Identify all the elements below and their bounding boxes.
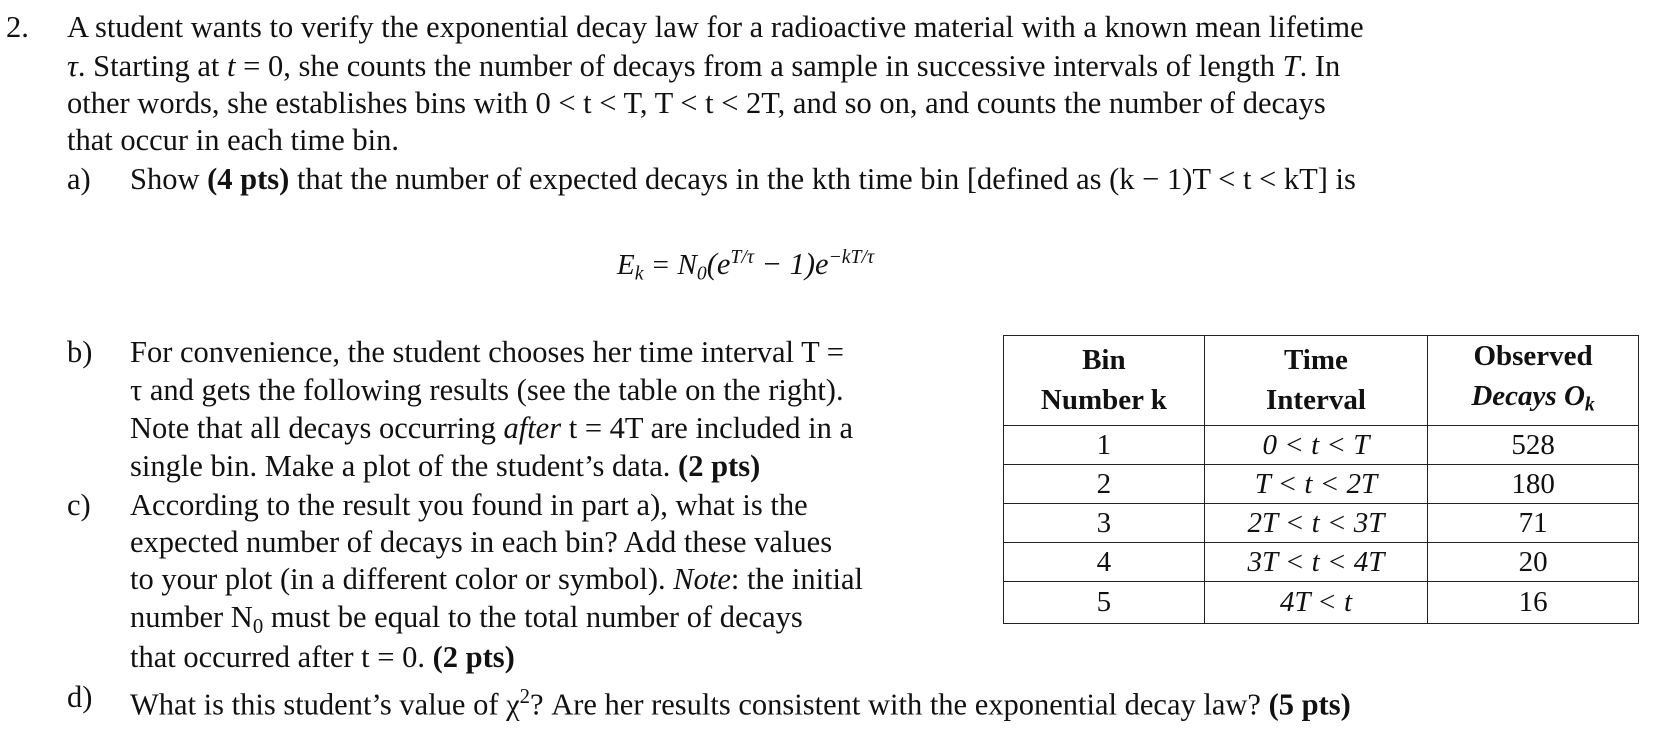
intro-line-2-a: . Starting at [77, 49, 228, 83]
header-bin-line-1: Bin [1082, 344, 1126, 377]
observed-cell: 20 [1428, 542, 1639, 581]
part-b-line-3-b: t = 4T are included in a [561, 411, 853, 445]
interval-cell: 3T < t < 4T [1204, 542, 1427, 581]
intro-line-2-b: = 0, she counts the number of decays from a sample in successive intervals of length [235, 49, 1283, 83]
header-observed-decays [1428, 336, 1639, 426]
intro-line-2-c: . In [1299, 49, 1341, 83]
part-b-line-3-a: Note that all decays occurring [130, 411, 504, 445]
tau-symbol: τ [67, 49, 78, 83]
table-row [1004, 542, 1639, 581]
eq-open: (e [706, 246, 731, 281]
bin-cell: 2 [1004, 464, 1205, 503]
T-symbol: T [1282, 49, 1300, 83]
part-a-text [130, 160, 1356, 198]
part-b-after: after [503, 411, 562, 445]
table-header-row [1004, 336, 1639, 426]
eq-lhs-sub: k [634, 262, 644, 285]
part-b-line-1: For convenience, the student chooses her time interval T = [130, 335, 844, 369]
observed-cell: 180 [1428, 464, 1639, 503]
table-row [1004, 581, 1639, 623]
part-c-points: (2 pts) [432, 640, 515, 674]
part-a-text-post: that the number of expected decays in the kth time bin [defined as (k − 1)T < t < kT] is [289, 162, 1356, 196]
problem-number: 2. [6, 10, 29, 44]
part-d-label: d) [67, 680, 93, 714]
eq-mid: = N [643, 248, 697, 281]
bin-cell: 3 [1004, 503, 1205, 542]
header-observed-line-2 [1428, 376, 1638, 425]
bin-cell: 1 [1004, 425, 1205, 464]
interval-cell: T < t < 2T [1204, 464, 1427, 503]
header-time-line-1: Time [1283, 344, 1348, 377]
interval-cell: 0 < t < T [1204, 425, 1427, 464]
interval-cell: 4T < t [1204, 581, 1427, 623]
intro-line-3: other words, she establishes bins with 0 < t < T, T < t < 2T, and so on, and counts the number of decays [67, 86, 1326, 120]
eq-close: − 1)e [753, 246, 829, 281]
eq-lhs: E [617, 248, 635, 281]
part-d-text-b: ? Are her results consistent with the exponential decay law? [530, 687, 1269, 722]
header-time-interval [1204, 336, 1427, 426]
header-bin-number [1004, 336, 1205, 426]
header-observed-sub: k [1584, 393, 1595, 416]
part-b-line-2: τ and gets the following results (see the table on the right). [130, 373, 844, 407]
bin-cell: 5 [1004, 581, 1205, 623]
part-c-line-4-sub: 0 [252, 615, 264, 638]
observed-cell: 528 [1428, 425, 1639, 464]
header-bin-line-2: Number k [1040, 384, 1167, 417]
decay-data-table [1003, 335, 1639, 624]
part-d-sup: 2 [519, 686, 531, 708]
part-d-text-a: What is this student’s value of χ [130, 687, 520, 722]
part-c-line-3 [130, 560, 863, 598]
intro-line-4: that occur in each time bin. [67, 123, 399, 157]
eq-mid-sub: 0 [696, 262, 707, 285]
eq-exp1: T/τ [730, 246, 754, 268]
part-a-label: a) [67, 162, 91, 196]
part-c-line-2: expected number of decays in each bin? Add these values [130, 525, 833, 559]
part-b-line-3 [130, 409, 853, 447]
eq-exp2: −kT/τ [828, 246, 875, 268]
part-b-points: (2 pts) [678, 449, 761, 483]
header-observed-line-2-text: Decays O [1471, 380, 1585, 412]
part-c-label: c) [67, 488, 91, 522]
decay-equation [617, 238, 874, 292]
intro-line-2 [67, 47, 1340, 85]
part-d-points: (5 pts) [1268, 687, 1351, 722]
part-a-text-pre: Show [130, 162, 208, 196]
t-symbol: t [227, 49, 236, 83]
part-c-line-4-b: must be equal to the total number of decays [263, 600, 803, 634]
intro-line-1: A student wants to verify the exponential decay law for a radioactive material with a known mean lifetime [67, 10, 1364, 44]
table-row [1004, 464, 1639, 503]
bin-cell: 4 [1004, 542, 1205, 581]
part-c-line-1: According to the result you found in part a), what is the [130, 488, 808, 522]
part-b-line-4-a: single bin. Make a plot of the student’s data. [130, 449, 679, 483]
header-observed-line-1: Observed [1473, 340, 1593, 372]
part-c-note: Note [673, 562, 731, 596]
observed-cell: 16 [1428, 581, 1639, 623]
table-row [1004, 503, 1639, 542]
part-c-line-3-a: to your plot (in a different color or symbol). [130, 562, 674, 596]
table-row [1004, 425, 1639, 464]
part-b-line-4 [130, 447, 760, 485]
part-c-line-5-a: that occurred after t = 0. [130, 640, 433, 674]
header-time-line-2: Interval [1266, 384, 1366, 417]
part-c-line-3-b: : the initial [730, 562, 864, 596]
part-c-line-5 [130, 638, 515, 676]
part-d-text [130, 678, 1351, 723]
interval-cell: 2T < t < 3T [1204, 503, 1427, 542]
part-c-line-4-a: number N [130, 600, 253, 634]
part-a-points: (4 pts) [207, 162, 290, 196]
part-b-label: b) [67, 335, 93, 369]
observed-cell: 71 [1428, 503, 1639, 542]
